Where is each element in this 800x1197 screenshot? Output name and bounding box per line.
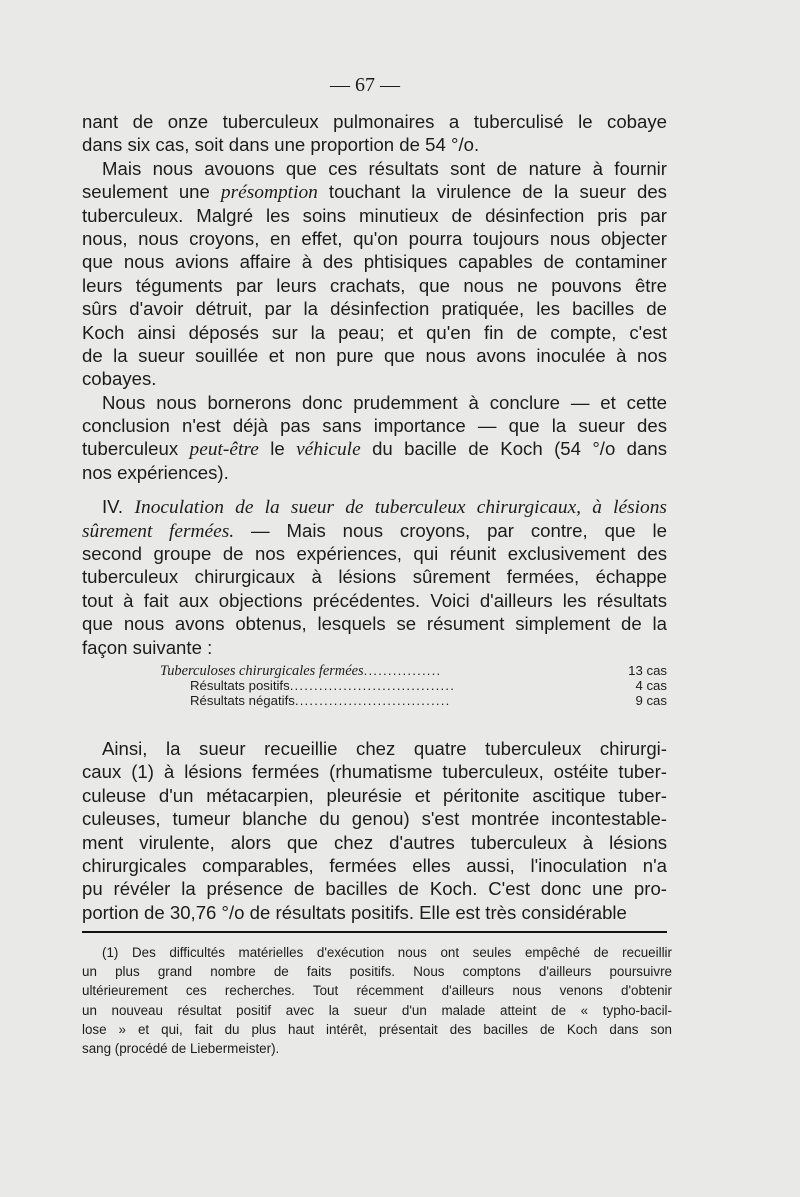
- italic-run: Inoculation de la sueur de tuberculeux chirurgicaux, à lésions: [134, 497, 667, 519]
- text-line: [82, 542, 667, 565]
- table-row: [190, 678, 600, 694]
- text-run: nant de onze tuberculeux pulmonaires a tuberculisé le cobaye: [82, 111, 667, 132]
- text-line: [82, 831, 667, 854]
- text-run: que nous avions affaire à des phtisiques capables de contaminer: [82, 251, 667, 273]
- table-row-label: Résultats positifs: [190, 677, 290, 693]
- paragraph: [82, 391, 667, 485]
- paragraph: [82, 110, 667, 157]
- text-run: culeuse d'un métacarpien, pleurésie et péritonite ascitique tuber-: [82, 784, 667, 806]
- text-run: caux (1) à lésions fermées (rhumatisme tuberculeux, ostéite tuber-: [82, 761, 667, 783]
- footnote-line: un nouveau résultat positif avec la sueur d'un malade atteint de « typho-bacil-: [82, 1002, 672, 1018]
- page-number: — 67 —: [330, 74, 400, 96]
- text-run: du bacille de Koch (54 °/o dans: [360, 438, 667, 460]
- text-line: [82, 250, 667, 273]
- table-row-value: 13 cas: [628, 662, 667, 678]
- text-line: [82, 854, 667, 877]
- text-line: [82, 877, 667, 900]
- table-row-value: 9 cas: [635, 692, 667, 708]
- text-line: [82, 636, 667, 659]
- footnote-line: un plus grand nombre de faits positifs. Nous comptons d'ailleurs poursuivre: [82, 964, 672, 980]
- text-run: touchant la virulence de la sueur des: [317, 181, 667, 203]
- text-line: [82, 495, 667, 518]
- italic-run: présomption: [220, 182, 318, 204]
- text-run: ment virulente, alors que chez d'autres tuberculeux à lésions: [82, 831, 667, 853]
- text-run: tuberculeux: [82, 438, 190, 460]
- main-text: [82, 110, 667, 924]
- text-run: Koch ainsi déposés sur la peau; et qu'en fin de compte, c'est: [82, 321, 667, 343]
- table-row-label: Résultats négatifs: [190, 692, 295, 708]
- text-run: — Mais nous croyons, par contre, que le: [234, 519, 667, 541]
- footnote-line: (1) Des difficultés matérielles d'exécution nous ont seules empêché de recueillir: [102, 945, 672, 960]
- text-run: sûrs d'avoir détruit, par la désinfection pratiquée, les bacilles de: [82, 298, 667, 320]
- text-run: tuberculeux chirurgicaux à lésions sûrement fermées, échappe: [82, 566, 667, 588]
- text-line: [82, 784, 667, 807]
- text-run: le: [258, 438, 297, 460]
- paragraph: [82, 495, 667, 659]
- text-line: [82, 807, 667, 830]
- text-line: [82, 737, 667, 760]
- text-run: portion de 30,76 °/o de résultats positifs. Elle est très considérable: [82, 901, 627, 923]
- text-run: Mais nous avouons que ces résultats sont de nature à fournir: [102, 157, 667, 179]
- paragraph: [82, 157, 667, 391]
- text-line: [82, 204, 667, 227]
- table-row-leader: ................: [363, 662, 442, 678]
- text-run: culeuses, tumeur blanche du genou) s'est montrée incontestable-: [82, 808, 667, 830]
- text-run: second groupe de nos expériences, qui réunit exclusivement des: [82, 543, 667, 565]
- table-row-leader: ..................................: [289, 677, 456, 693]
- text-line: [82, 367, 667, 390]
- table-row: [190, 693, 600, 709]
- table-row-value: 4 cas: [635, 677, 667, 693]
- text-line: [82, 391, 667, 414]
- text-run: pu révéler la présence de bacilles de Koch. C'est donc une pro-: [82, 878, 667, 900]
- text-line: [82, 565, 667, 588]
- results-table: [82, 663, 667, 715]
- text-line: [82, 461, 667, 484]
- paragraph: [82, 737, 667, 924]
- text-run: tuberculeux. Malgré les soins minutieux de désinfection pris par: [82, 204, 667, 226]
- footnote-line: sang (procédé de Liebermeister).: [82, 1040, 280, 1056]
- text-line: [82, 297, 667, 320]
- text-run: nous, nous croyons, en effet, qu'on pourra toujours nous objecter: [82, 227, 667, 249]
- text-run: tout à fait aux objections précédentes. Voici d'ailleurs les résultats: [82, 589, 667, 611]
- text-run: façon suivante :: [82, 636, 213, 658]
- text-line: [82, 760, 667, 783]
- footnote-line: lose » et qui, fait du plus haut intérêt, présentait des bacilles de Koch dans son: [82, 1021, 672, 1037]
- text-run: conclusion n'est déjà pas sans importance — que la sueur des: [82, 415, 667, 437]
- text-line: [82, 227, 667, 250]
- text-run: IV.: [102, 496, 135, 518]
- italic-run: sûrement fermées.: [82, 520, 235, 542]
- italic-run: peut-être: [189, 439, 259, 461]
- text-line: [82, 110, 667, 133]
- text-line: [82, 133, 667, 156]
- table-row-label: Tuberculoses chirurgicales fermées: [160, 662, 364, 679]
- text-run: seulement une: [82, 181, 221, 203]
- text-line: [82, 274, 667, 297]
- text-run: chirurgicales comparables, fermées elles aussi, l'inoculation n'a: [82, 854, 667, 876]
- text-run: Ainsi, la sueur recueillie chez quatre tuberculeux chirurgi-: [102, 737, 667, 759]
- text-run: nos expériences).: [82, 461, 229, 483]
- text-line: [82, 344, 667, 367]
- text-run: Nous nous bornerons donc prudemment à conclure — et cette: [102, 391, 667, 413]
- text-run: que nous avons obtenus, lesquels se résument simplement de la: [82, 613, 667, 635]
- text-line: [82, 901, 667, 924]
- text-run: cobayes.: [82, 368, 157, 390]
- italic-run: véhicule: [296, 439, 361, 461]
- text-run: de la sueur souillée et non pure que nous avons inoculée à nos: [82, 344, 667, 366]
- text-line: [82, 437, 667, 460]
- text-line: [82, 414, 667, 437]
- footnote-rule: [82, 931, 667, 933]
- text-run: dans six cas, soit dans une proportion de 54 °/o.: [82, 134, 480, 156]
- footnote-line: ultérieurement ces recherches. Tout récemment d'ailleurs nous venons d'obtenir: [82, 983, 672, 999]
- text-line: [82, 180, 667, 203]
- text-line: [82, 612, 667, 635]
- text-line: [82, 519, 667, 542]
- table-row-leader: ................................: [294, 692, 451, 708]
- footnote: [82, 943, 672, 1058]
- text-run: leurs téguments par leurs crachats, que nous ne pouvons être: [82, 274, 667, 296]
- text-line: [82, 321, 667, 344]
- text-line: [82, 589, 667, 612]
- text-line: [82, 157, 667, 180]
